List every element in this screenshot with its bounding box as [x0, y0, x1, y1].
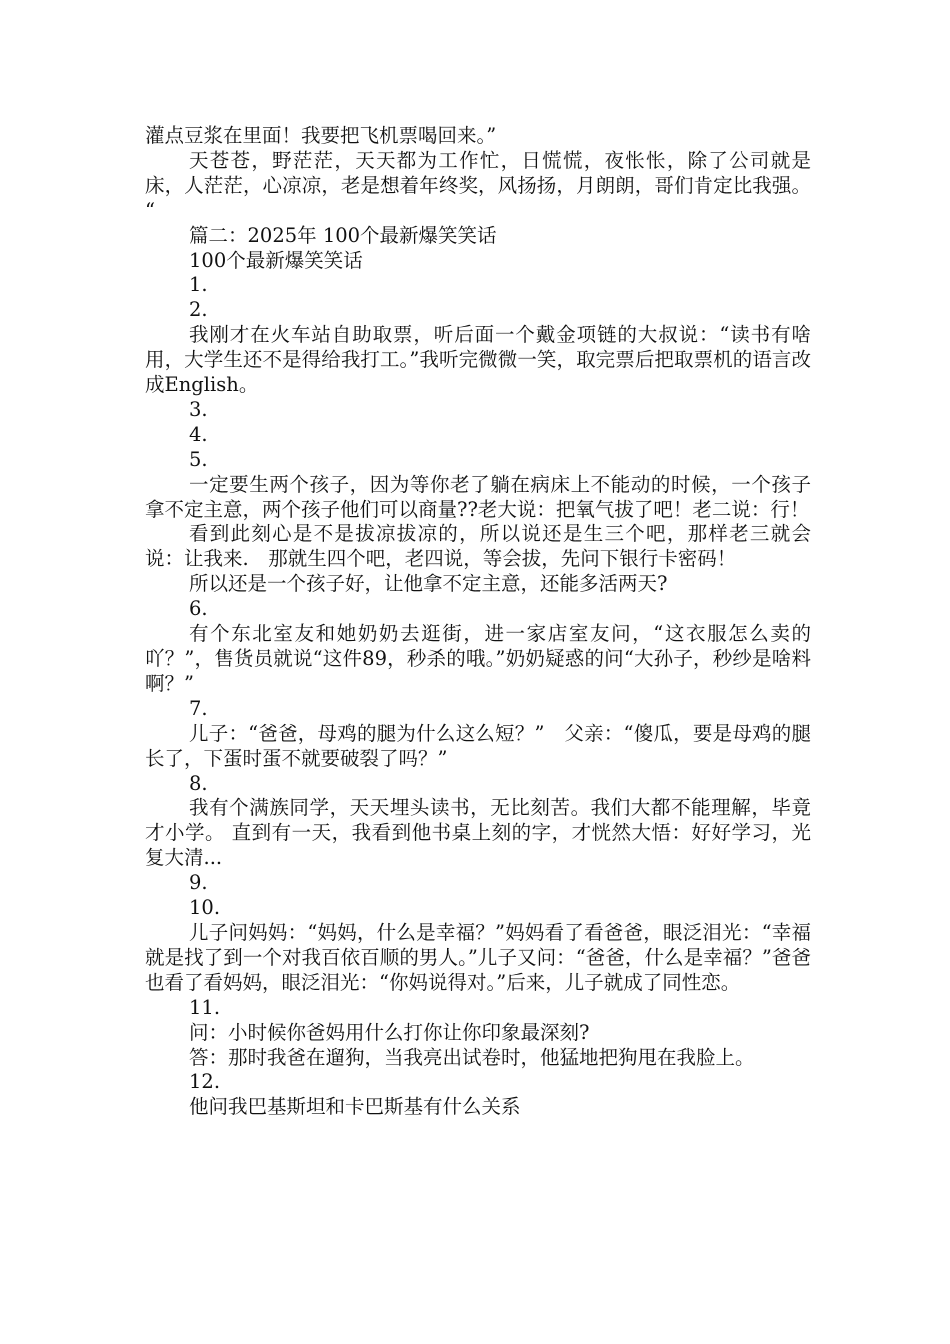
- document-title: 100个最新爆笑笑话: [189, 248, 363, 272]
- paragraph: 有个东北室友和她奶奶去逛街，进一家店室友问，“这衣服怎么卖的吖？”，售货员就说“这件89，秒杀的哦。”奶奶疑惑的问“大孙子，秒纱是啥料啊？”: [145, 622, 811, 695]
- paragraph: 一定要生两个孩子，因为等你老了躺在病床上不能动的时候，一个孩子拿不定主意，两个孩子他们可以商量??老大说：把氧气拔了吧！老二说：行！: [145, 472, 811, 521]
- paragraph: 我刚才在火车站自助取票，听后面一个戴金项链的大叔说：“读书有啥用，大学生还不是得给我打工。”我听完微微一笑，取完票后把取票机的语言改成English。: [145, 323, 811, 397]
- document-page: [145, 124, 811, 1120]
- item-number: 6.: [189, 597, 208, 621]
- item-number: 4.: [189, 422, 208, 446]
- paragraph: 他问我巴基斯坦和卡巴斯基有什么关系: [189, 1095, 521, 1119]
- section-heading: 篇二：2025年 100个最新爆笑笑话: [189, 223, 497, 247]
- item-number: 7.: [189, 696, 208, 720]
- text-line: 灌点豆浆在里面！我要把飞机票喝回来。”: [145, 124, 497, 147]
- paragraph: 答：那时我爸在遛狗，当我亮出试卷时，他猛地把狗甩在我脸上。: [189, 1045, 755, 1069]
- paragraph: 儿子：“爸爸，母鸡的腿为什么这么短？” 父亲：“傻瓜，要是母鸡的腿长了，下蛋时蛋不就要破裂了吗？”: [145, 721, 811, 770]
- paragraph: 问：小时候你爸妈用什么打你让你印象最深刻?: [189, 1020, 590, 1044]
- item-number: 5.: [189, 447, 208, 471]
- item-number: 11.: [189, 995, 221, 1019]
- paragraph: 看到此刻心是不是拔凉拔凉的，所以说还是生三个吧，那样老三就会说：让我来. 那就生四个吧，老四说，等会拔，先问下银行卡密码！: [145, 522, 811, 571]
- paragraph: 所以还是一个孩子好，让他拿不定主意，还能多活两天?: [189, 572, 668, 596]
- item-number: 1.: [189, 273, 208, 297]
- paragraph: 我有个满族同学，天天埋头读书，无比刻苦。我们大都不能理解，毕竟才小学。 直到有一天，我看到他书桌上刻的字，才恍然大悟：好好学习，光复大清...: [145, 796, 811, 870]
- paragraph: 儿子问妈妈：“妈妈，什么是幸福？”妈妈看了看爸爸，眼泛泪光：“幸福就是找了到一个对我百依百顺的男人。”儿子又问：“爸爸，什么是幸福？”爸爸也看了看妈妈，眼泛泪光：“你妈说得对。”后来，儿子就成了同性恋。: [145, 920, 811, 994]
- item-number: 8.: [189, 771, 208, 795]
- item-number: 2.: [189, 298, 208, 322]
- item-number: 12.: [189, 1070, 221, 1094]
- paragraph: 天苍苍，野茫茫，天天都为工作忙，日慌慌，夜怅怅，除了公司就是床，人茫茫，心凉凉，老是想着年终奖，风扬扬，月朗朗，哥们肯定比我强。 “: [145, 148, 811, 222]
- item-number: 10.: [189, 896, 221, 920]
- item-number: 9.: [189, 871, 208, 895]
- item-number: 3.: [189, 397, 208, 421]
